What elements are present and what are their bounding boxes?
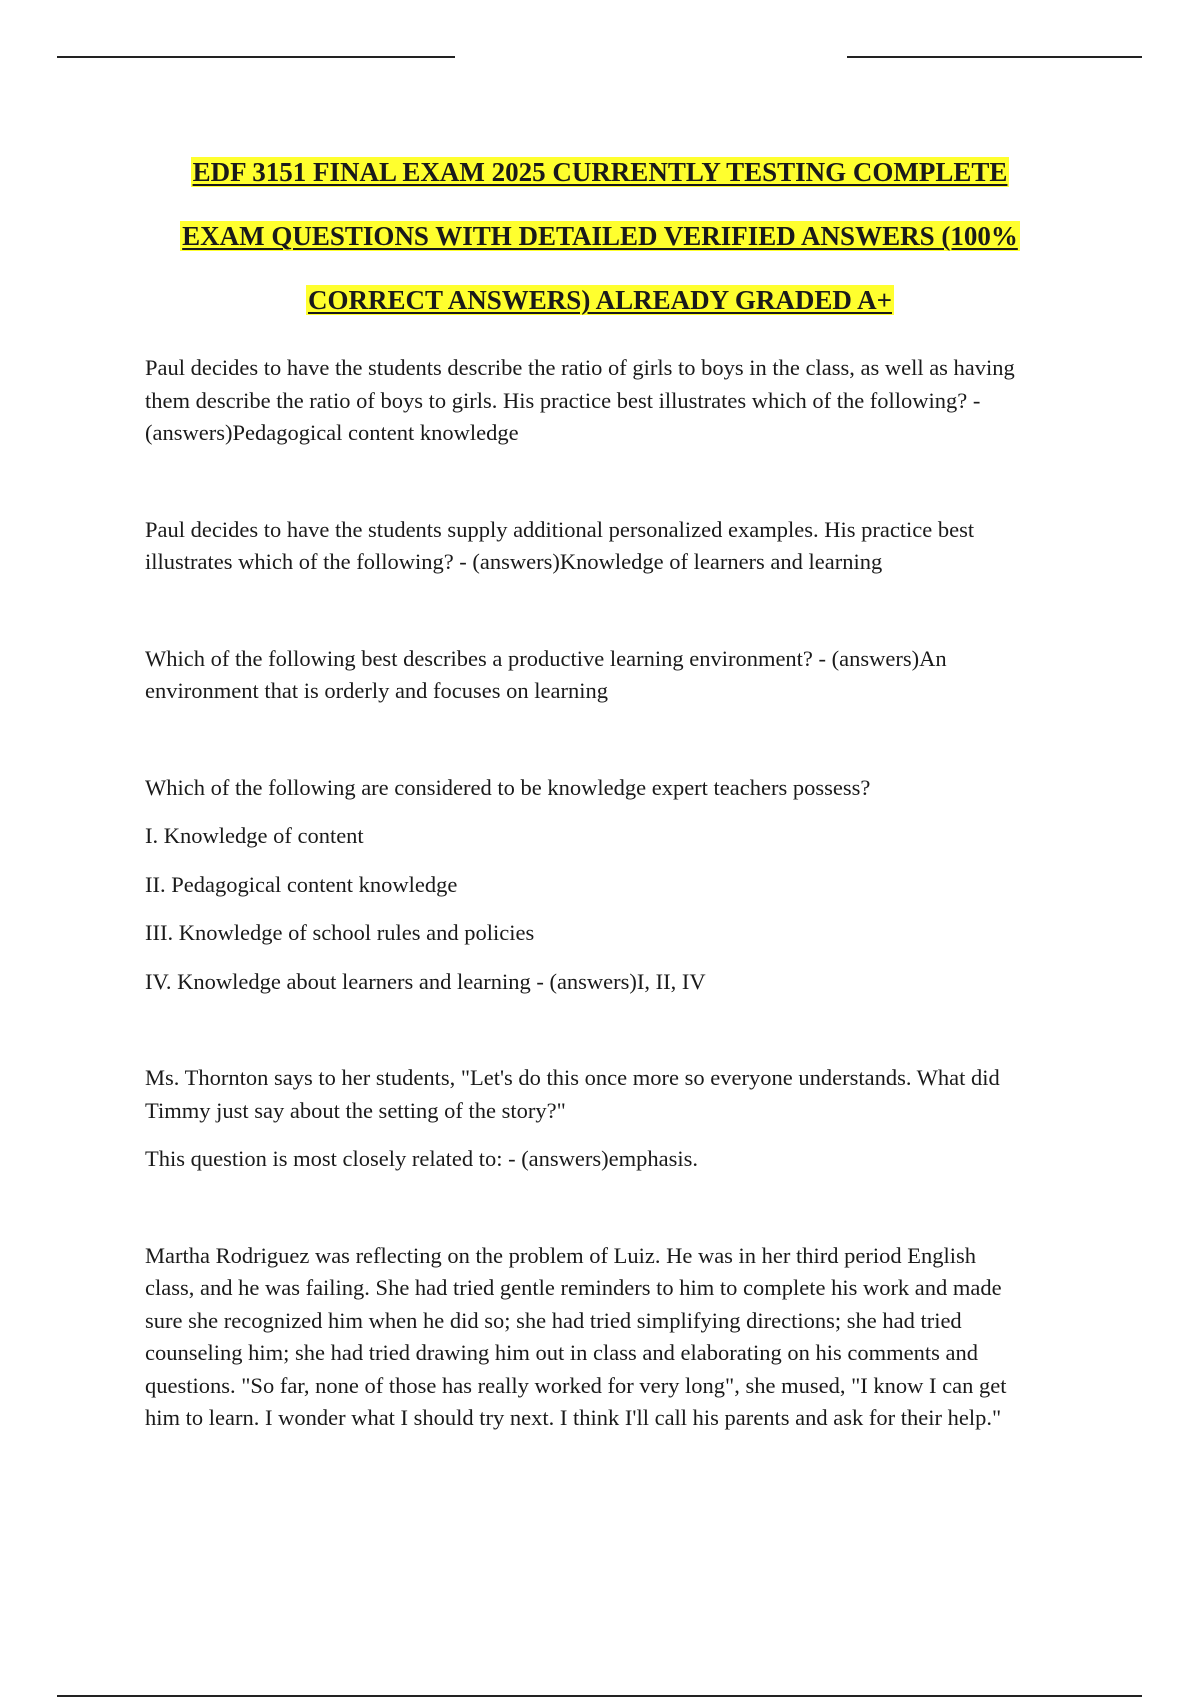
title-line: EDF 3151 FINAL EXAM 2025 CURRENTLY TESTING COMPLETE xyxy=(192,157,1008,187)
question-option: I. Knowledge of content xyxy=(145,823,364,848)
question-line: sure she recognized him when he did so; she had tried simplifying directions; she had tried xyxy=(145,1307,962,1333)
header-rule-right xyxy=(847,56,1142,58)
question-block xyxy=(145,352,1090,450)
question-option: II. Pedagogical content knowledge xyxy=(145,871,458,897)
title-line: EXAM QUESTIONS WITH DETAILED VERIFIED ANSWERS (100% xyxy=(182,221,1018,251)
question-stem: Which of the following are considered to be knowledge expert teachers possess? xyxy=(145,774,871,800)
question-line: questions. "So far, none of those has really worked for very long", she mused, "I know I can get xyxy=(145,1372,1007,1398)
question-line: Martha Rodriguez was reflecting on the problem of Luiz. He was in her third period English xyxy=(145,1242,977,1268)
title-line: CORRECT ANSWERS) ALREADY GRADED A+ xyxy=(308,285,892,315)
footer-rule xyxy=(57,1695,1142,1697)
question-block xyxy=(145,514,1090,579)
question-block xyxy=(145,772,1090,999)
question-line: him to learn. I wonder what I should try next. I think I'll call his parents and ask for their help." xyxy=(145,1405,1002,1430)
question-line: Which of the following best describes a productive learning environment? - (answers)An xyxy=(145,645,947,671)
document-body xyxy=(145,352,1090,1499)
document-title xyxy=(100,140,1100,332)
question-line: class, and he was failing. She had tried gentle reminders to him to complete his work and made xyxy=(145,1275,1002,1300)
question-line: Ms. Thornton says to her students, "Let's do this once more so everyone understands. What did xyxy=(145,1065,1000,1090)
question-line: counseling him; she had tried drawing him out in class and elaborating on his comments and xyxy=(145,1340,978,1365)
header-rule-left xyxy=(57,56,455,58)
question-line: them describe the ratio of boys to girls. His practice best illustrates which of the following? - xyxy=(145,387,981,413)
question-line: environment that is orderly and focuses on learning xyxy=(145,678,608,703)
question-line: Paul decides to have the students describe the ratio of girls to boys in the class, as well as having xyxy=(145,355,1015,380)
question-line: (answers)Pedagogical content knowledge xyxy=(145,420,519,445)
question-block xyxy=(145,1062,1090,1176)
question-followup: This question is most closely related to: - (answers)emphasis. xyxy=(145,1146,699,1171)
question-block xyxy=(145,643,1090,708)
question-option: IV. Knowledge about learners and learning - (answers)I, II, IV xyxy=(145,968,706,994)
question-line: illustrates which of the following? - (answers)Knowledge of learners and learning xyxy=(145,549,883,574)
question-line: Paul decides to have the students supply additional personalized examples. His practice best xyxy=(145,516,975,542)
question-option: III. Knowledge of school rules and policies xyxy=(145,920,535,945)
question-block xyxy=(145,1240,1090,1435)
question-line: Timmy just say about the setting of the story?" xyxy=(145,1097,566,1123)
